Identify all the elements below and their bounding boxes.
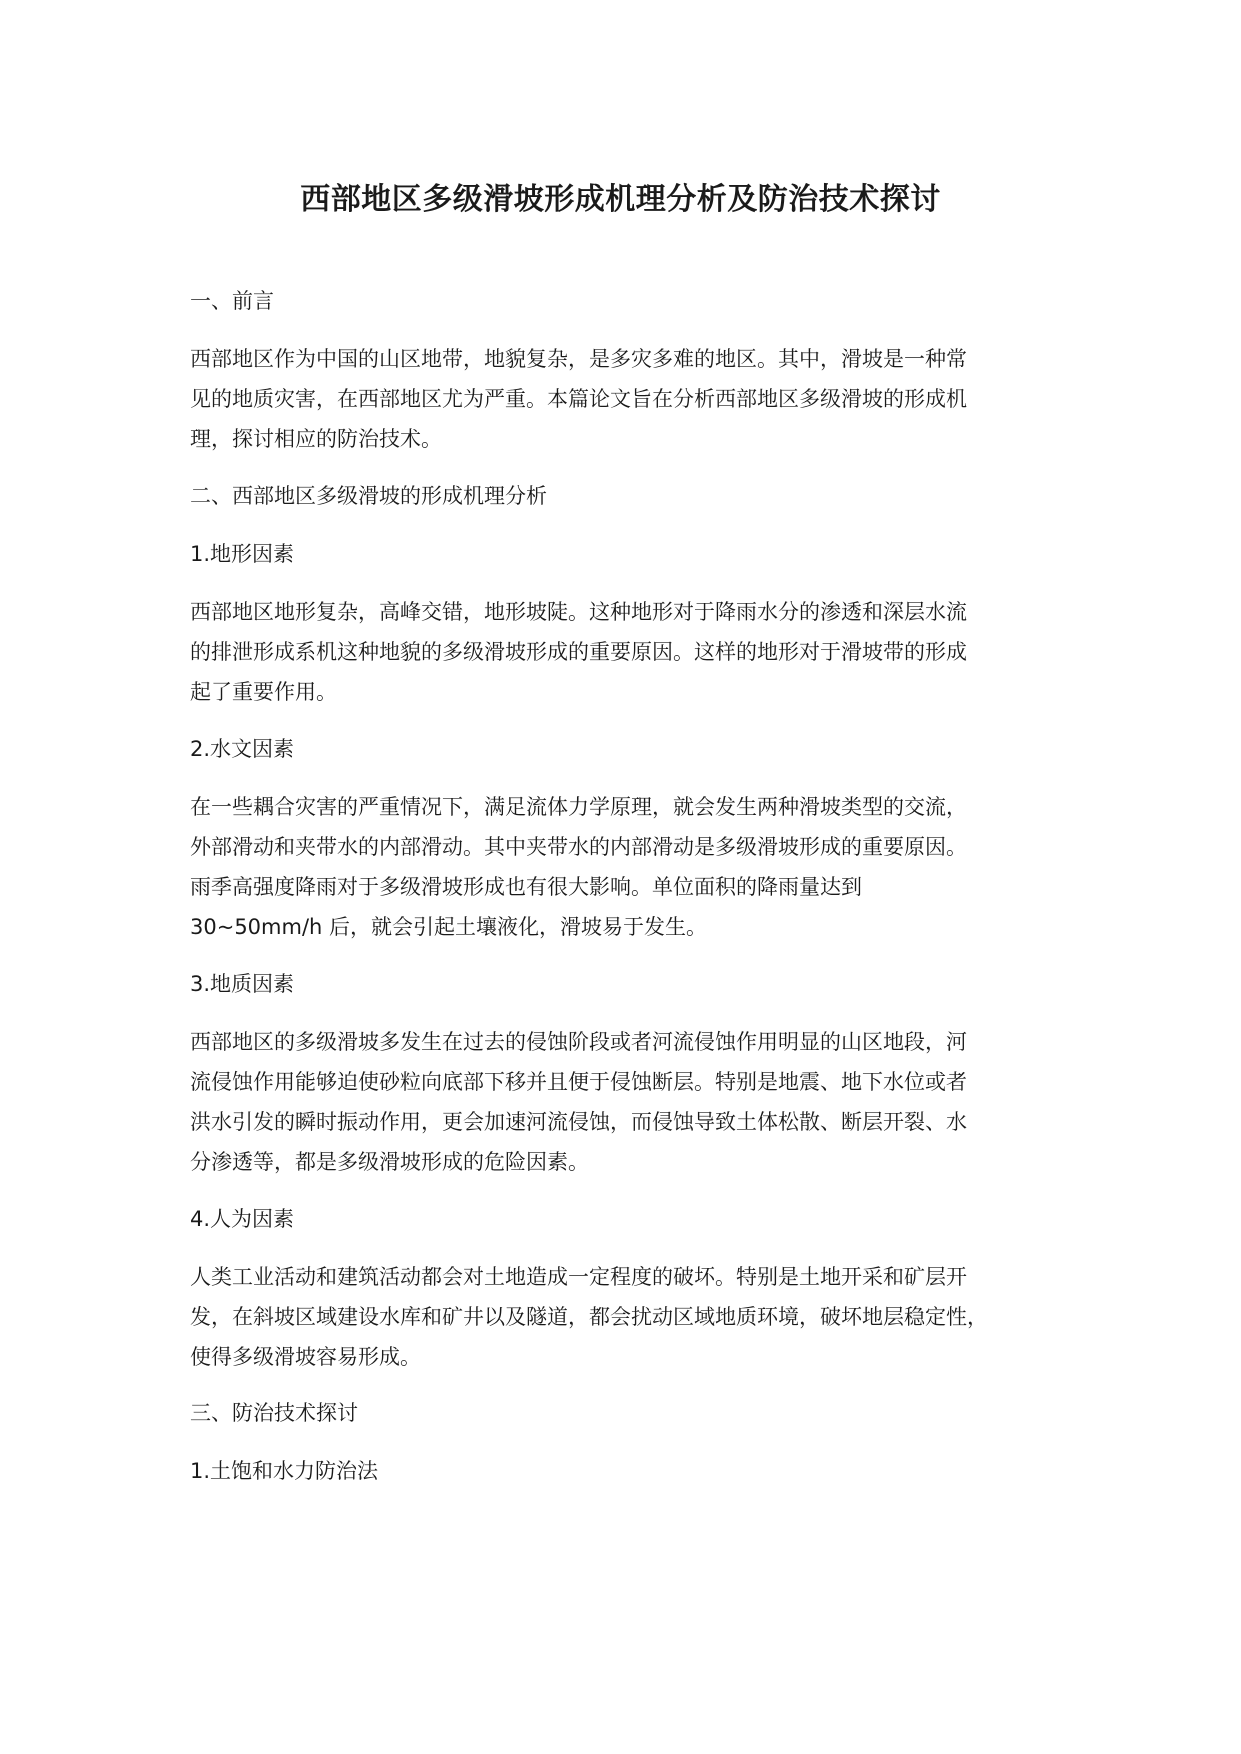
- paragraph-terrain: [190, 592, 1095, 712]
- paragraph-human: [190, 1257, 1095, 1377]
- section-heading-preface: 一、前言: [190, 289, 274, 313]
- section-heading-mechanism: 二、西部地区多级滑坡的形成机理分析: [190, 484, 547, 508]
- paragraph-line: 外部滑动和夹带水的内部滑动。其中夹带水的内部滑动是多级滑坡形成的重要原因。: [190, 835, 967, 859]
- paragraph-line: 西部地区的多级滑坡多发生在过去的侵蚀阶段或者河流侵蚀作用明显的山区地段，河: [190, 1030, 967, 1054]
- paragraph-line: 使得多级滑坡容易形成。: [190, 1345, 421, 1369]
- paragraph-geology: [190, 1022, 1095, 1182]
- paragraph-line: 流侵蚀作用能够迫使砂粒向底部下移并且便于侵蚀断层。特别是地震、地下水位或者: [190, 1070, 967, 1094]
- subheading-terrain: 1.地形因素: [190, 542, 295, 566]
- subheading-geology: 3.地质因素: [190, 972, 295, 996]
- paragraph-preface: [190, 339, 1095, 459]
- subheading-hydrology: 2.水文因素: [190, 737, 295, 761]
- paragraph-line: 起了重要作用。: [190, 680, 337, 704]
- paragraph-line: 洪水引发的瞬时振动作用，更会加速河流侵蚀，而侵蚀导致土体松散、断层开裂、水: [190, 1110, 967, 1134]
- paragraph-line: 理，探讨相应的防治技术。: [190, 427, 442, 451]
- paragraph-line: 西部地区作为中国的山区地带，地貌复杂，是多灾多难的地区。其中，滑坡是一种常: [190, 347, 967, 371]
- section-heading-prevention: 三、防治技术探讨: [190, 1401, 358, 1425]
- paragraph-line: 在一些耦合灾害的严重情况下，满足流体力学原理，就会发生两种滑坡类型的交流，: [190, 795, 967, 819]
- paragraph-line: 西部地区地形复杂，高峰交错，地形坡陡。这种地形对于降雨水分的渗透和深层水流: [190, 600, 967, 624]
- paragraph-hydrology: [190, 787, 1095, 947]
- paragraph-line: 见的地质灾害，在西部地区尤为严重。本篇论文旨在分析西部地区多级滑坡的形成机: [190, 387, 967, 411]
- paragraph-line: 雨季高强度降雨对于多级滑坡形成也有很大影响。单位面积的降雨量达到: [190, 875, 862, 899]
- paragraph-line: 分渗透等，都是多级滑坡形成的危险因素。: [190, 1150, 589, 1174]
- paragraph-line: 30~50mm/h 后，就会引起土壤液化，滑坡易于发生。: [190, 915, 708, 939]
- document-title: 西部地区多级滑坡形成机理分析及防治技术探讨: [300, 182, 941, 217]
- paragraph-line: 人类工业活动和建筑活动都会对土地造成一定程度的破坏。特别是土地开采和矿层开: [190, 1265, 967, 1289]
- subheading-soil-hydraulic: 1.土饱和水力防治法: [190, 1459, 379, 1483]
- subheading-human: 4.人为因素: [190, 1207, 295, 1231]
- paragraph-line: 的排泄形成系机这种地貌的多级滑坡形成的重要原因。这样的地形对于滑坡带的形成: [190, 640, 967, 664]
- paragraph-line: 发，在斜坡区域建设水库和矿井以及隧道，都会扰动区域地质环境，破坏地层稳定性，: [190, 1305, 988, 1329]
